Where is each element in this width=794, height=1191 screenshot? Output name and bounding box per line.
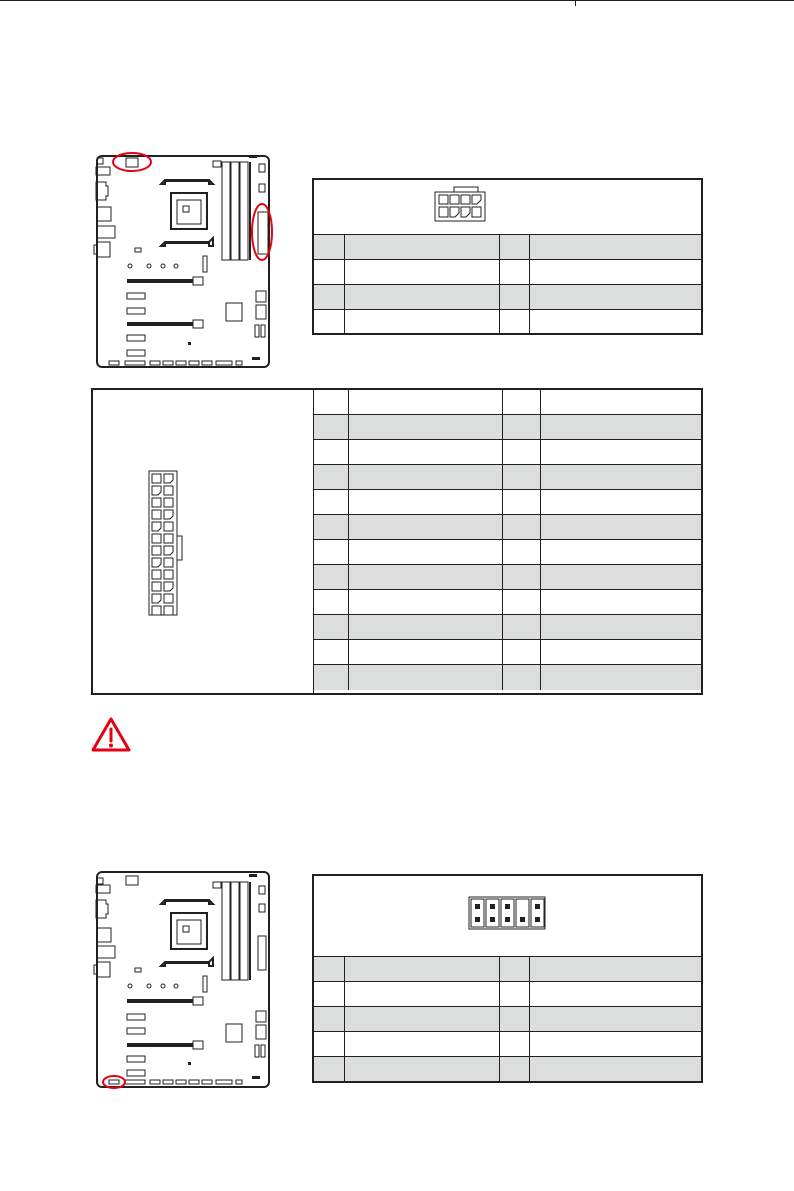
signal-a-cell xyxy=(348,515,502,539)
signal-a-cell xyxy=(348,415,502,439)
signal-a-cell xyxy=(348,665,502,690)
pin-a-cell xyxy=(314,565,348,589)
pin-b-cell xyxy=(502,465,540,489)
pin-a-cell xyxy=(314,590,348,614)
signal-a-cell xyxy=(348,565,502,589)
pin-b-cell xyxy=(499,285,529,309)
pin-row xyxy=(314,490,701,515)
pin-b-cell xyxy=(502,665,540,690)
pin-a-cell xyxy=(314,615,348,639)
pin-a-cell xyxy=(314,235,344,259)
signal-a-cell xyxy=(344,982,499,1006)
pin-b-cell xyxy=(499,957,529,981)
pin-b-cell xyxy=(502,390,540,414)
signal-b-cell xyxy=(540,665,705,690)
pin-a-cell xyxy=(314,285,344,309)
pin-row xyxy=(314,981,701,1006)
pin-row xyxy=(314,540,701,565)
pin-row xyxy=(314,309,701,334)
pin-row xyxy=(314,665,701,690)
signal-b-cell xyxy=(540,565,705,589)
pin-b-cell xyxy=(499,982,529,1006)
pin-b-cell xyxy=(499,1007,529,1031)
header-connector-figure xyxy=(314,876,701,957)
signal-a-cell xyxy=(344,285,499,309)
signal-b-cell xyxy=(529,285,704,309)
signal-a-cell xyxy=(348,540,502,564)
signal-b-cell xyxy=(529,310,704,334)
signal-b-cell xyxy=(529,235,704,259)
signal-a-cell xyxy=(344,1057,499,1081)
pin-b-cell xyxy=(499,1057,529,1081)
pin-row xyxy=(314,259,701,284)
8-pin-connector-icon xyxy=(434,186,486,222)
motherboard-outline-icon xyxy=(92,868,274,1092)
pin-a-cell xyxy=(314,1057,344,1081)
signal-b-cell xyxy=(529,1007,704,1031)
pin-b-cell xyxy=(502,540,540,564)
signal-b-cell xyxy=(540,465,705,489)
signal-b-cell xyxy=(529,1057,704,1081)
signal-b-cell xyxy=(540,590,705,614)
trim-mark xyxy=(575,0,576,6)
pin-a-cell xyxy=(314,982,344,1006)
pin-b-cell xyxy=(502,490,540,514)
pin-b-cell xyxy=(499,310,529,334)
signal-b-cell xyxy=(540,540,705,564)
motherboard-outline-icon xyxy=(92,150,274,372)
pin-row xyxy=(314,565,701,590)
signal-a-cell xyxy=(344,957,499,981)
pin-a-cell xyxy=(314,260,344,284)
header-pin-table xyxy=(312,874,703,1083)
signal-b-cell xyxy=(540,615,705,639)
signal-a-cell xyxy=(344,260,499,284)
pin-row xyxy=(314,415,701,440)
pin-a-cell xyxy=(314,415,348,439)
pin-a-cell xyxy=(314,665,348,690)
pin-a-cell xyxy=(314,1032,344,1056)
pin-row xyxy=(314,640,701,665)
signal-b-cell xyxy=(540,490,705,514)
pin-row xyxy=(314,1031,701,1056)
pin-b-cell xyxy=(499,1032,529,1056)
page-trim-line xyxy=(0,0,794,4)
pin-row xyxy=(314,956,701,981)
signal-b-cell xyxy=(529,260,704,284)
pin-row xyxy=(314,590,701,615)
pin-row xyxy=(314,465,701,490)
pin-b-cell xyxy=(502,590,540,614)
pin-row xyxy=(314,390,701,415)
pin-a-cell xyxy=(314,1007,344,1031)
atx-power-rows xyxy=(314,390,701,693)
signal-a-cell xyxy=(344,310,499,334)
pin-b-cell xyxy=(499,235,529,259)
24-pin-connector-icon xyxy=(147,470,183,616)
cpu-power-pin-table xyxy=(312,178,703,335)
signal-b-cell xyxy=(540,640,705,664)
pin-b-cell xyxy=(502,615,540,639)
pin-a-cell xyxy=(314,310,344,334)
signal-a-cell xyxy=(348,440,502,464)
trim-rule xyxy=(0,0,794,1)
signal-b-cell xyxy=(540,440,705,464)
signal-a-cell xyxy=(344,1007,499,1031)
pin-a-cell xyxy=(314,515,348,539)
atx-power-pin-table xyxy=(91,388,703,695)
warning-icon xyxy=(90,716,132,754)
pin-b-cell xyxy=(502,415,540,439)
pin-a-cell xyxy=(314,465,348,489)
pin-row xyxy=(314,440,701,465)
pin-b-cell xyxy=(502,640,540,664)
pin-a-cell xyxy=(314,440,348,464)
signal-b-cell xyxy=(540,515,705,539)
pin-b-cell xyxy=(502,515,540,539)
signal-b-cell xyxy=(540,390,705,414)
pin-row xyxy=(314,515,701,540)
signal-b-cell xyxy=(529,1032,704,1056)
signal-a-cell xyxy=(344,235,499,259)
signal-a-cell xyxy=(348,590,502,614)
pin-a-cell xyxy=(314,957,344,981)
cpu-power-connector-figure xyxy=(314,180,701,235)
motherboard-diagram-top xyxy=(92,150,274,372)
pin-row xyxy=(314,284,701,309)
signal-b-cell xyxy=(529,957,704,981)
pin-row xyxy=(314,1006,701,1031)
pin-a-cell xyxy=(314,490,348,514)
pin-row xyxy=(314,234,701,259)
signal-a-cell xyxy=(344,1032,499,1056)
pin-b-cell xyxy=(502,440,540,464)
signal-a-cell xyxy=(348,490,502,514)
signal-a-cell xyxy=(348,640,502,664)
signal-a-cell xyxy=(348,465,502,489)
pin-row xyxy=(314,615,701,640)
pin-a-cell xyxy=(314,390,348,414)
pin-b-cell xyxy=(502,565,540,589)
pin-b-cell xyxy=(499,260,529,284)
pin-row xyxy=(314,1056,701,1081)
signal-a-cell xyxy=(348,390,502,414)
signal-b-cell xyxy=(529,982,704,1006)
pin-a-cell xyxy=(314,540,348,564)
signal-a-cell xyxy=(348,615,502,639)
motherboard-diagram-bottom xyxy=(92,868,274,1092)
atx-power-connector-figure xyxy=(93,390,314,693)
signal-b-cell xyxy=(540,415,705,439)
10-pin-header-icon xyxy=(468,896,546,930)
pin-a-cell xyxy=(314,640,348,664)
